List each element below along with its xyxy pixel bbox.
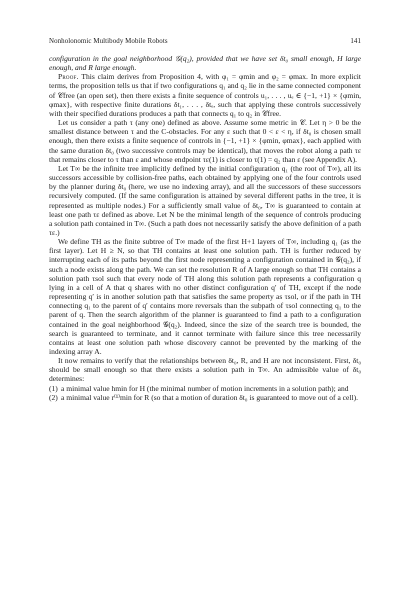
running-header — [49, 38, 361, 45]
paragraph-text: It now remains to verify that the relationships between δt₀, R, and H are not inconsistent. First, δt₀ should be small enough so that there exists a solution path in T∞. An admissible value of δt₀ determines: — [49, 356, 361, 384]
running-title: Nonholonomic Multibody Mobile Robots — [49, 38, 168, 45]
body-text — [49, 54, 361, 402]
paragraph-proposition-end — [49, 54, 361, 72]
paragraph-text: We define TH as the finite subtree of T∞ made of the first H+1 layers of T∞, including q₁ (as the first layer). Let H ≥ N, so that TH contains at least one solution path. TH is further reduced by interrupting each of its paths beyond the first node representing a configuration contained in 𝒢(q₂), if such a node exists along the path. We can set the resolution R of A large enough so that TH contains a solution path τsol such that every node of TH along this solution path represents a configuration q lying in a cell of A that q shares with no other distinct configuration q′ of TH, except if the node representing q′ is in another solution path that satisfies the same property as τsol, or if the path in TH connecting q₁ to the parent of q′ contains more reversals than the subpath of τsol connecting q₁ to the parent of q. Then the search algorithm of the planner is guaranteed to find a path to a configuration contained in the goal neighborhood 𝒢(q₂). Indeed, since the size of the search tree is bounded, the search is guaranteed to terminate, and it cannot terminate with failure since this tree necessarily contains at least one solution path whose discovery cannot be prevented by the marking of the indexing array A. — [49, 237, 361, 356]
proof-label: Proof. — [58, 72, 79, 82]
list-item — [49, 393, 361, 402]
list-item-number: (2) — [49, 392, 58, 402]
paragraph-text: This claim derives from Proposition 4, with φ₁ = φmin and φ₂ = φmax. In more explicit terms, the proposition tells us that if two configurations q₁ and q₂ lie in the same connected component of 𝒞free (an open set), then there exists a finite sequence of controls u₁, . . . , uₑ ∈ {−1, +1} × {φmin, φmax}, with respective finite durations δt₁, . . . , δtₑ, such that applying these controls successively with their specified durations produces a path that connects q₁ to q₂ in 𝒞free. — [49, 72, 361, 118]
paragraph-infinite-tree — [49, 164, 361, 237]
conditions-list — [49, 384, 361, 402]
paragraph-relationships — [49, 356, 361, 383]
paragraph-text: configuration in the goal neighborhood 𝒢(q₂), provided that we have set δt₀ small enough, H large enough, and R large enough. — [49, 54, 361, 73]
paragraph-proof — [49, 72, 361, 118]
paragraph-path-tau — [49, 118, 361, 164]
page-number: 141 — [350, 38, 361, 45]
list-item-text: a minimal value hmin for H (the minimal number of motion increments in a solution path); and — [61, 383, 349, 393]
paragraph-finite-subtree — [49, 237, 361, 356]
list-item-text: a minimal value r⁽¹⁾min for R (so that a motion of duration δt₀ is guaranteed to move out of a cell). — [61, 392, 358, 402]
paragraph-text: Let T∞ be the infinite tree implicitly defined by the initial configuration q₁ (the root of T∞), all its successors accessible by collision-free paths, each obtained by applying one of the four controls used by the planner during δt₀ (here, we use no indexing array), and all the successors of these successors recursively computed. (If the same configuration is attained by several different paths in the tree, it is represented as multiple nodes.) For a sufficiently small value of δt₀, T∞ is guaranteed to contain at least one path τε defined as above. Let N be the minimal length of the sequence of controls producing a solution path contained in T∞. (Such a path does not necessarily satisfy the above definition of a path τε.) — [49, 163, 361, 237]
list-item — [49, 384, 361, 393]
list-item-number: (1) — [49, 383, 58, 393]
paragraph-text: Let us consider a path τ (any one) defined as above. Assume some metric in 𝒞. Let η > 0 be the smallest distance between τ and the C-obstacles. For any ε such that 0 < ε < η, if δt₀ is chosen small enough, then there exists a finite sequence of controls in {−1, +1} × {φmin, φmax}, each applied with the same duration δt₀ (two successive controls may be identical), that moves the robot along a path τε that remains closer to τ than ε and whose endpoint τε(1) is closer to τ(1) = q₂ than ε (see Appendix A). — [49, 118, 361, 164]
